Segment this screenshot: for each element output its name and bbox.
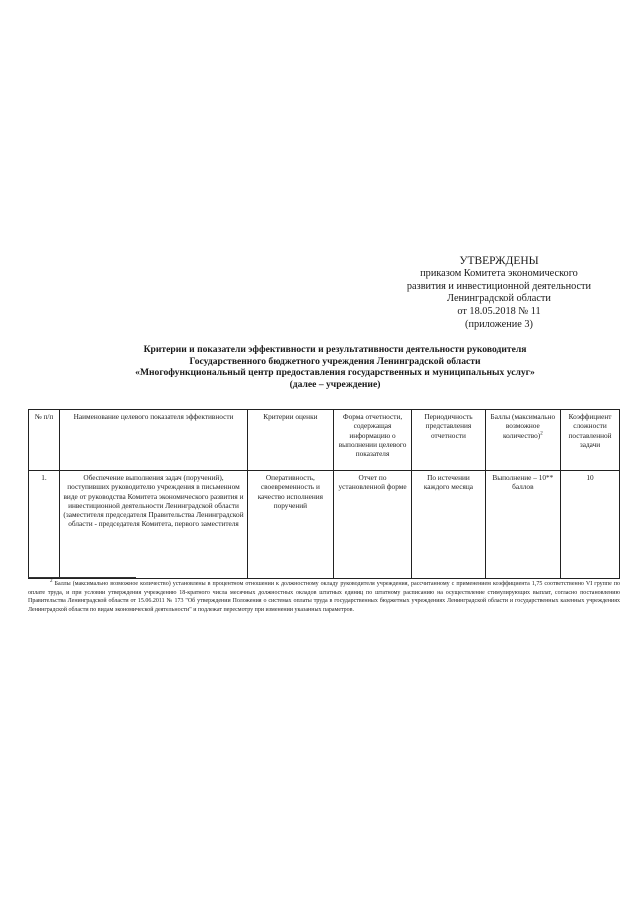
title-line: Государственного бюджетного учреждения Ленинградской области (189, 355, 481, 367)
criteria-table (28, 409, 620, 579)
cell-indicator: Обеспечение выполнения задач (поручений), поступивших руководителю учреждения в письменном виде от руководства Комитета экономического развития и инвестиционной деятельности Ленинградской области (заместителя председателя Правительства Ленинградской области - председателя Комитета, первого заместителя (59, 471, 247, 579)
cell-complexity: 10 (561, 471, 620, 579)
cell-report-form: Отчет по установленной форме (333, 471, 412, 579)
cell-points: Выполнение – 10** баллов (485, 471, 560, 579)
header-complexity: Коэффициент сложности поставленной задачи (561, 410, 620, 471)
cell-number: 1. (29, 471, 60, 579)
document-title (60, 344, 610, 390)
footnote (28, 580, 620, 614)
approval-heading: УТВЕРЖДЕНЫ (459, 255, 539, 267)
header-number: № п/п (29, 410, 60, 471)
approval-line: Ленинградской области (447, 293, 551, 305)
header-periodicity: Периодичность представления отчетности (412, 410, 485, 471)
approval-line: развития и инвестиционной деятельности (406, 280, 592, 292)
header-points-label: Баллы (максимально возможное количество) (490, 412, 556, 440)
table-row (29, 471, 620, 579)
cell-criteria: Оперативность, своевременность и качество исполнения поручений (248, 471, 334, 579)
header-points (485, 410, 560, 471)
footnote-mark: 2 (50, 579, 53, 584)
approval-line: приказом Комитета экономического (420, 268, 578, 279)
title-line: «Многофункциональный центр предоставления государственных и муниципальных услуг» (135, 367, 535, 379)
footnote-divider (28, 577, 136, 578)
approval-line: (приложение 3) (465, 318, 533, 330)
footnote-reference: 2 (540, 431, 543, 437)
header-indicator: Наименование целевого показателя эффективности (59, 410, 247, 471)
header-report-form: Форма отчетности, содержащая информацию о выполнении целевого показателя (333, 410, 412, 471)
footnote-text: Баллы (максимально возможное количество) установлены в процентном отношении к должностному окладу руководителя учреждения, рассчитанному с применением коэффициента 1,75 соответственно VI группе по оплате труда, и при условии утверждения учреждению 18-кратного числа месячных должностных окладов штатных единиц по штатному расписанию на осуществление стимулирующих выплат, согласно постановлению Правительства Ленинградской области от 15.06.2011 № 173 "Об утверждении Положения о системах оплаты труда в государственных бюджетных учреждениях Ленинградской области и государственных казенных учреждениях Ленинградской области по видам экономической деятельности" и подлежат пересмотру при изменении указанных параметров. (28, 581, 620, 613)
table-header-row (29, 410, 620, 471)
header-criteria: Критерии оценки (248, 410, 334, 471)
approval-line: от 18.05.2018 № 11 (457, 306, 541, 318)
cell-periodicity: По истечении каждого месяца (412, 471, 485, 579)
title-line: Критерии и показатели эффективности и результативности деятельности руководителя (143, 344, 527, 355)
title-line: (далее – учреждение) (289, 378, 381, 390)
approval-block (388, 254, 610, 332)
